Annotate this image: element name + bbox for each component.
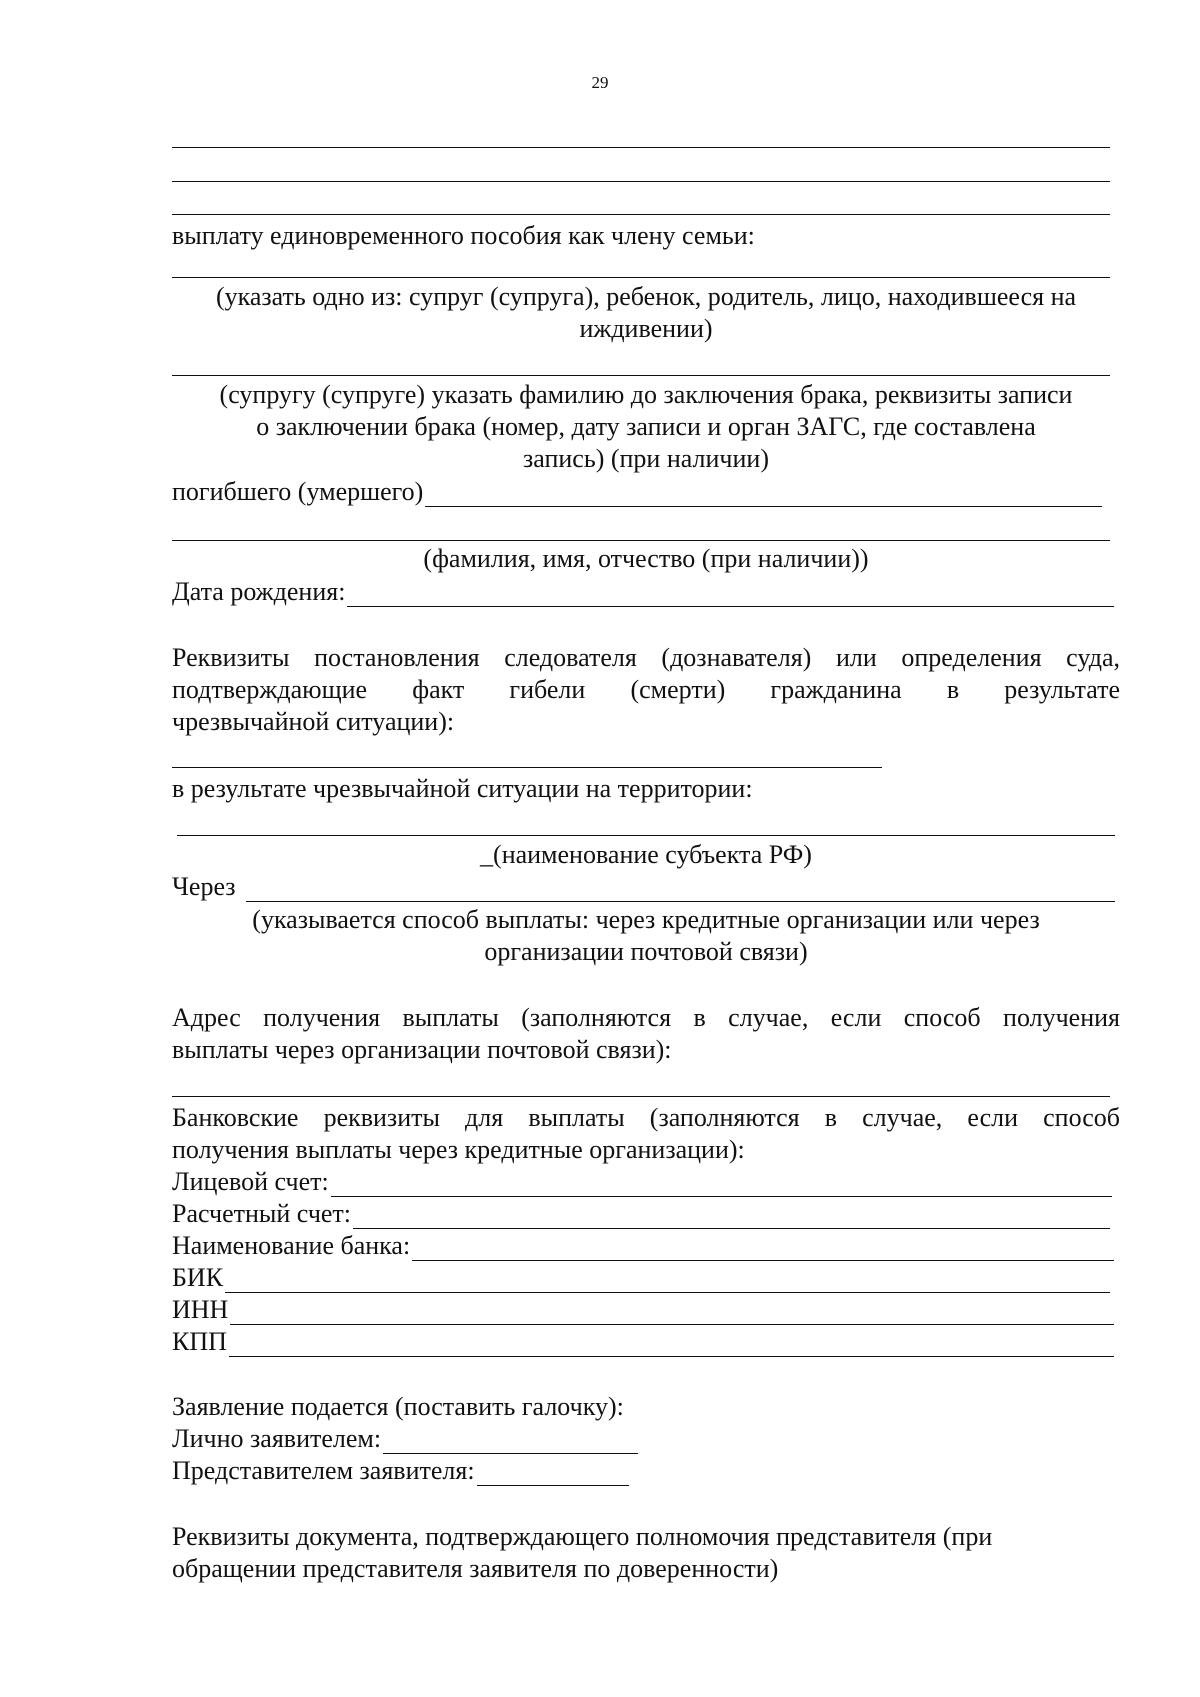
bank-name-field[interactable] — [172, 1231, 1114, 1261]
representative-label: Представителем заявителя: — [172, 1456, 475, 1485]
bank-line-2: получения выплаты через кредитные организации): — [172, 1135, 745, 1164]
relation-field[interactable] — [172, 277, 1110, 278]
deceased-field[interactable] — [172, 477, 1102, 507]
spouse-hint-line-1: (супругу (супруге) указать фамилию до заключения брака, реквизиты записи — [219, 380, 1073, 409]
address-line-1: Адрес получения выплаты (заполняются в случае, если способ получения — [172, 1003, 1120, 1032]
deceased-fio-field[interactable] — [172, 540, 1110, 541]
bik-field[interactable] — [172, 1263, 1110, 1293]
payment-hint-line-2: организации почтовой связи) — [484, 937, 808, 966]
address-line-2: выплаты через организации почтовой связи): — [172, 1035, 672, 1064]
address-field[interactable] — [172, 1096, 1110, 1097]
page-number: 29 — [591, 73, 609, 92]
personally-field[interactable] — [172, 1424, 638, 1454]
fio-hint: (фамилия, имя, отчество (при наличии)) — [423, 544, 869, 573]
personally-label: Лично заявителем: — [172, 1424, 382, 1453]
territory-field[interactable] — [177, 835, 1115, 836]
bank-name-label: Наименование банка: — [172, 1231, 411, 1260]
via-label: Через — [172, 872, 236, 901]
blank-line-1[interactable] — [172, 147, 1110, 148]
settlement-account-field[interactable] — [172, 1199, 1110, 1229]
personal-account-label: Лицевой счет: — [172, 1167, 329, 1196]
spouse-info-field[interactable] — [172, 375, 1110, 376]
decree-line-1: Реквизиты постановления следователя (дознавателя) или определения суда, — [172, 643, 1120, 672]
kpp-field[interactable] — [172, 1327, 1114, 1357]
settlement-account-label: Расчетный счет: — [172, 1199, 352, 1228]
submission-label: Заявление подается (поставить галочку): — [172, 1392, 624, 1421]
payment-method-field[interactable] — [172, 872, 1115, 902]
blank-line-2[interactable] — [172, 181, 1110, 182]
inn-label: ИНН — [172, 1295, 229, 1324]
bik-label: БИК — [172, 1263, 224, 1292]
relation-hint-line-2: иждивении) — [579, 314, 713, 343]
territory-label: в результате чрезвычайной ситуации на территории: — [172, 774, 753, 803]
decree-line-2: подтверждающие факт гибели (смерти) гражданина в результате — [172, 675, 1120, 704]
poa-line-2: обращении представителя заявителя по доверенности) — [172, 1554, 779, 1583]
inn-field[interactable] — [172, 1295, 1114, 1325]
bank-line-1: Банковские реквизиты для выплаты (заполняются в случае, если способ — [172, 1103, 1120, 1132]
decree-line-3: чрезвычайной ситуации): — [172, 707, 455, 736]
payment-hint-line-1: (указывается способ выплаты: через кредитные организации или через — [252, 905, 1040, 934]
kpp-label: КПП — [172, 1327, 227, 1356]
birth-date-label: Дата рождения: — [172, 577, 346, 606]
blank-line-3[interactable] — [172, 214, 1110, 215]
birth-date-field[interactable] — [172, 577, 1114, 607]
personal-account-field[interactable] — [172, 1167, 1112, 1197]
deceased-label: погибшего (умершего) — [172, 477, 424, 506]
benefit-label: выплату единовременного пособия как члену семьи: — [172, 221, 755, 250]
relation-hint-line-1: (указать одно из: супруг (супруга), ребенок, родитель, лицо, находившееся на — [215, 282, 1077, 311]
spouse-hint-line-3: запись) (при наличии) — [523, 444, 769, 473]
decree-field[interactable] — [172, 767, 882, 768]
representative-field[interactable] — [172, 1456, 629, 1486]
poa-line-1: Реквизиты документа, подтверждающего полномочия представителя (при — [172, 1522, 993, 1551]
subject-hint: _(наименование субъекта РФ) — [480, 840, 812, 869]
spouse-hint-line-2: о заключении брака (номер, дату записи и орган ЗАГС, где составлена — [256, 412, 1036, 441]
